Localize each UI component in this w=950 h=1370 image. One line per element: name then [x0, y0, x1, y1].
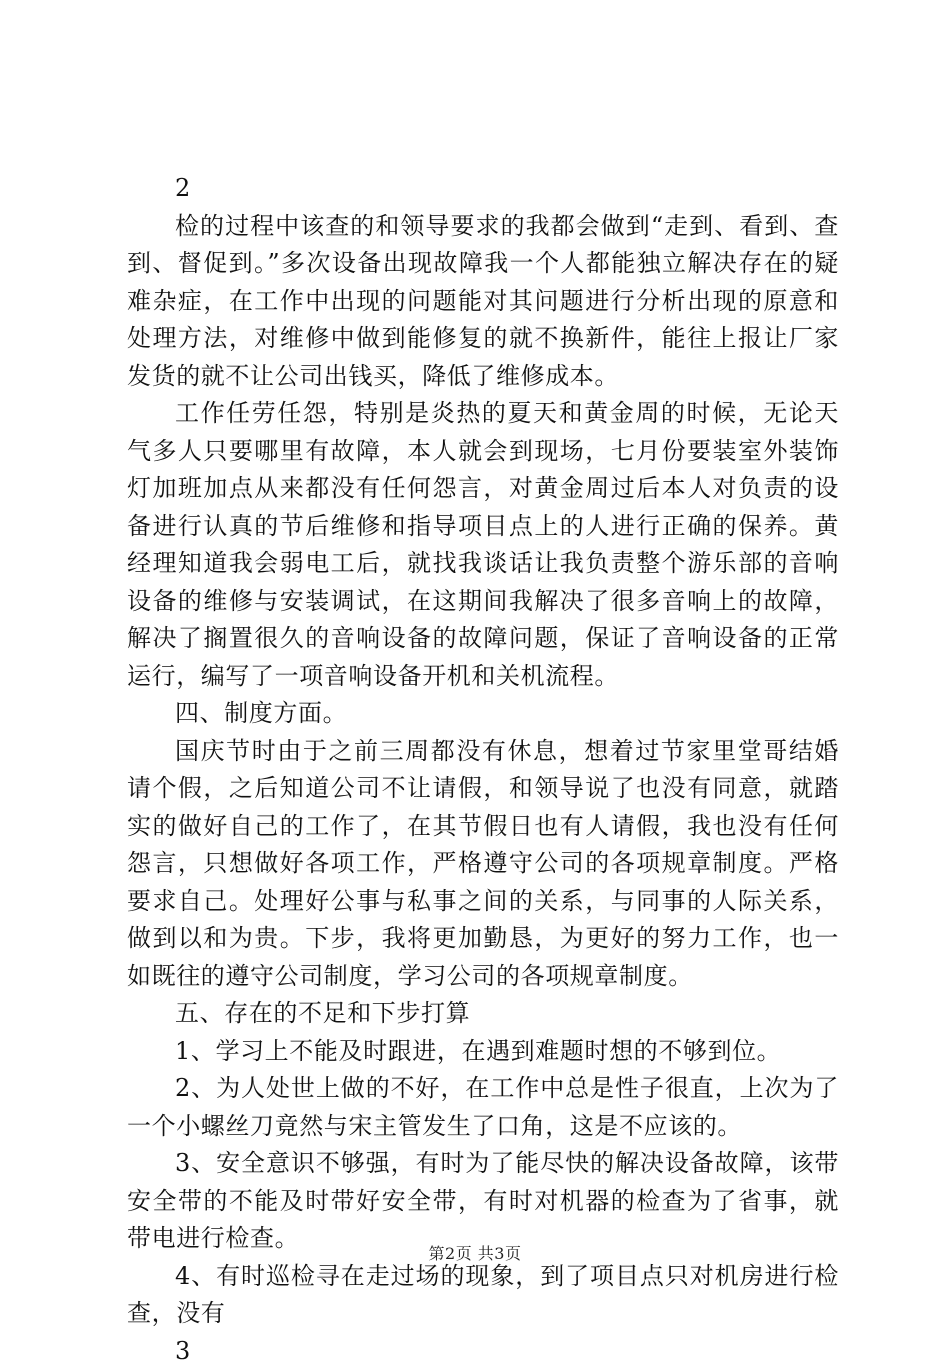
page-number-marker-bottom: 3 — [127, 1333, 839, 1370]
page-footer: 第2页 共3页 — [0, 1241, 950, 1264]
paragraph-inspection-process: 检的过程中该查的和领导要求的我都会做到“走到、看到、查到、督促到。”多次设备出现故障我一个人都能独立解决存在的疑难杂症，在工作中出现的问题能对其问题进行分析出现的原意和处理方法，对维修中做到能修复的就不换新件，能往上报让厂家发货的就不让公司出钱买，降低了维修成本。 — [127, 208, 839, 396]
page-number-marker-top: 2 — [127, 170, 839, 208]
list-item-3: 3、安全意识不够强，有时为了能尽快的解决设备故障，该带安全带的不能及时带好安全带，有时对机器的检查为了省事，就带电进行检查。 — [127, 1145, 839, 1258]
section-heading-shortcomings: 五、存在的不足和下步打算 — [127, 995, 839, 1033]
paragraph-national-day: 国庆节时由于之前三周都没有休息，想着过节家里堂哥结婚请个假，之后知道公司不让请假，和领导说了也没有同意，就踏实的做好自己的工作了，在其节假日也有人请假，我也没有任何怨言，只想做好各项工作，严格遵守公司的各项规章制度。严格要求自己。处理好公事与私事之间的关系，与同事的人际关系，做到以和为贵。下步，我将更加勤恳，为更好的努力工作，也一如既往的遵守公司制度，学习公司的各项规章制度。 — [127, 733, 839, 996]
document-body — [127, 170, 839, 1370]
section-heading-system: 四、制度方面。 — [127, 695, 839, 733]
list-item-4: 4、有时巡检寻在走过场的现象，到了项目点只对机房进行检查，没有 — [127, 1258, 839, 1333]
list-item-1: 1、学习上不能及时跟进，在遇到难题时想的不够到位。 — [127, 1033, 839, 1071]
paragraph-hard-work: 工作任劳任怨，特别是炎热的夏天和黄金周的时候，无论天气多人只要哪里有故障，本人就会到现场，七月份要装室外装饰灯加班加点从来都没有任何怨言，对黄金周过后本人对负责的设备进行认真的节后维修和指导项目点上的人进行正确的保养。黄经理知道我会弱电工后，就找我谈话让我负责整个游乐部的音响设备的维修与安装调试，在这期间我解决了很多音响上的故障，解决了搁置很久的音响设备的故障问题，保证了音响设备的正常运行，编写了一项音响设备开机和关机流程。 — [127, 395, 839, 695]
list-item-2: 2、为人处世上做的不好，在工作中总是性子很直，上次为了一个小螺丝刀竟然与宋主管发生了口角，这是不应该的。 — [127, 1070, 839, 1145]
